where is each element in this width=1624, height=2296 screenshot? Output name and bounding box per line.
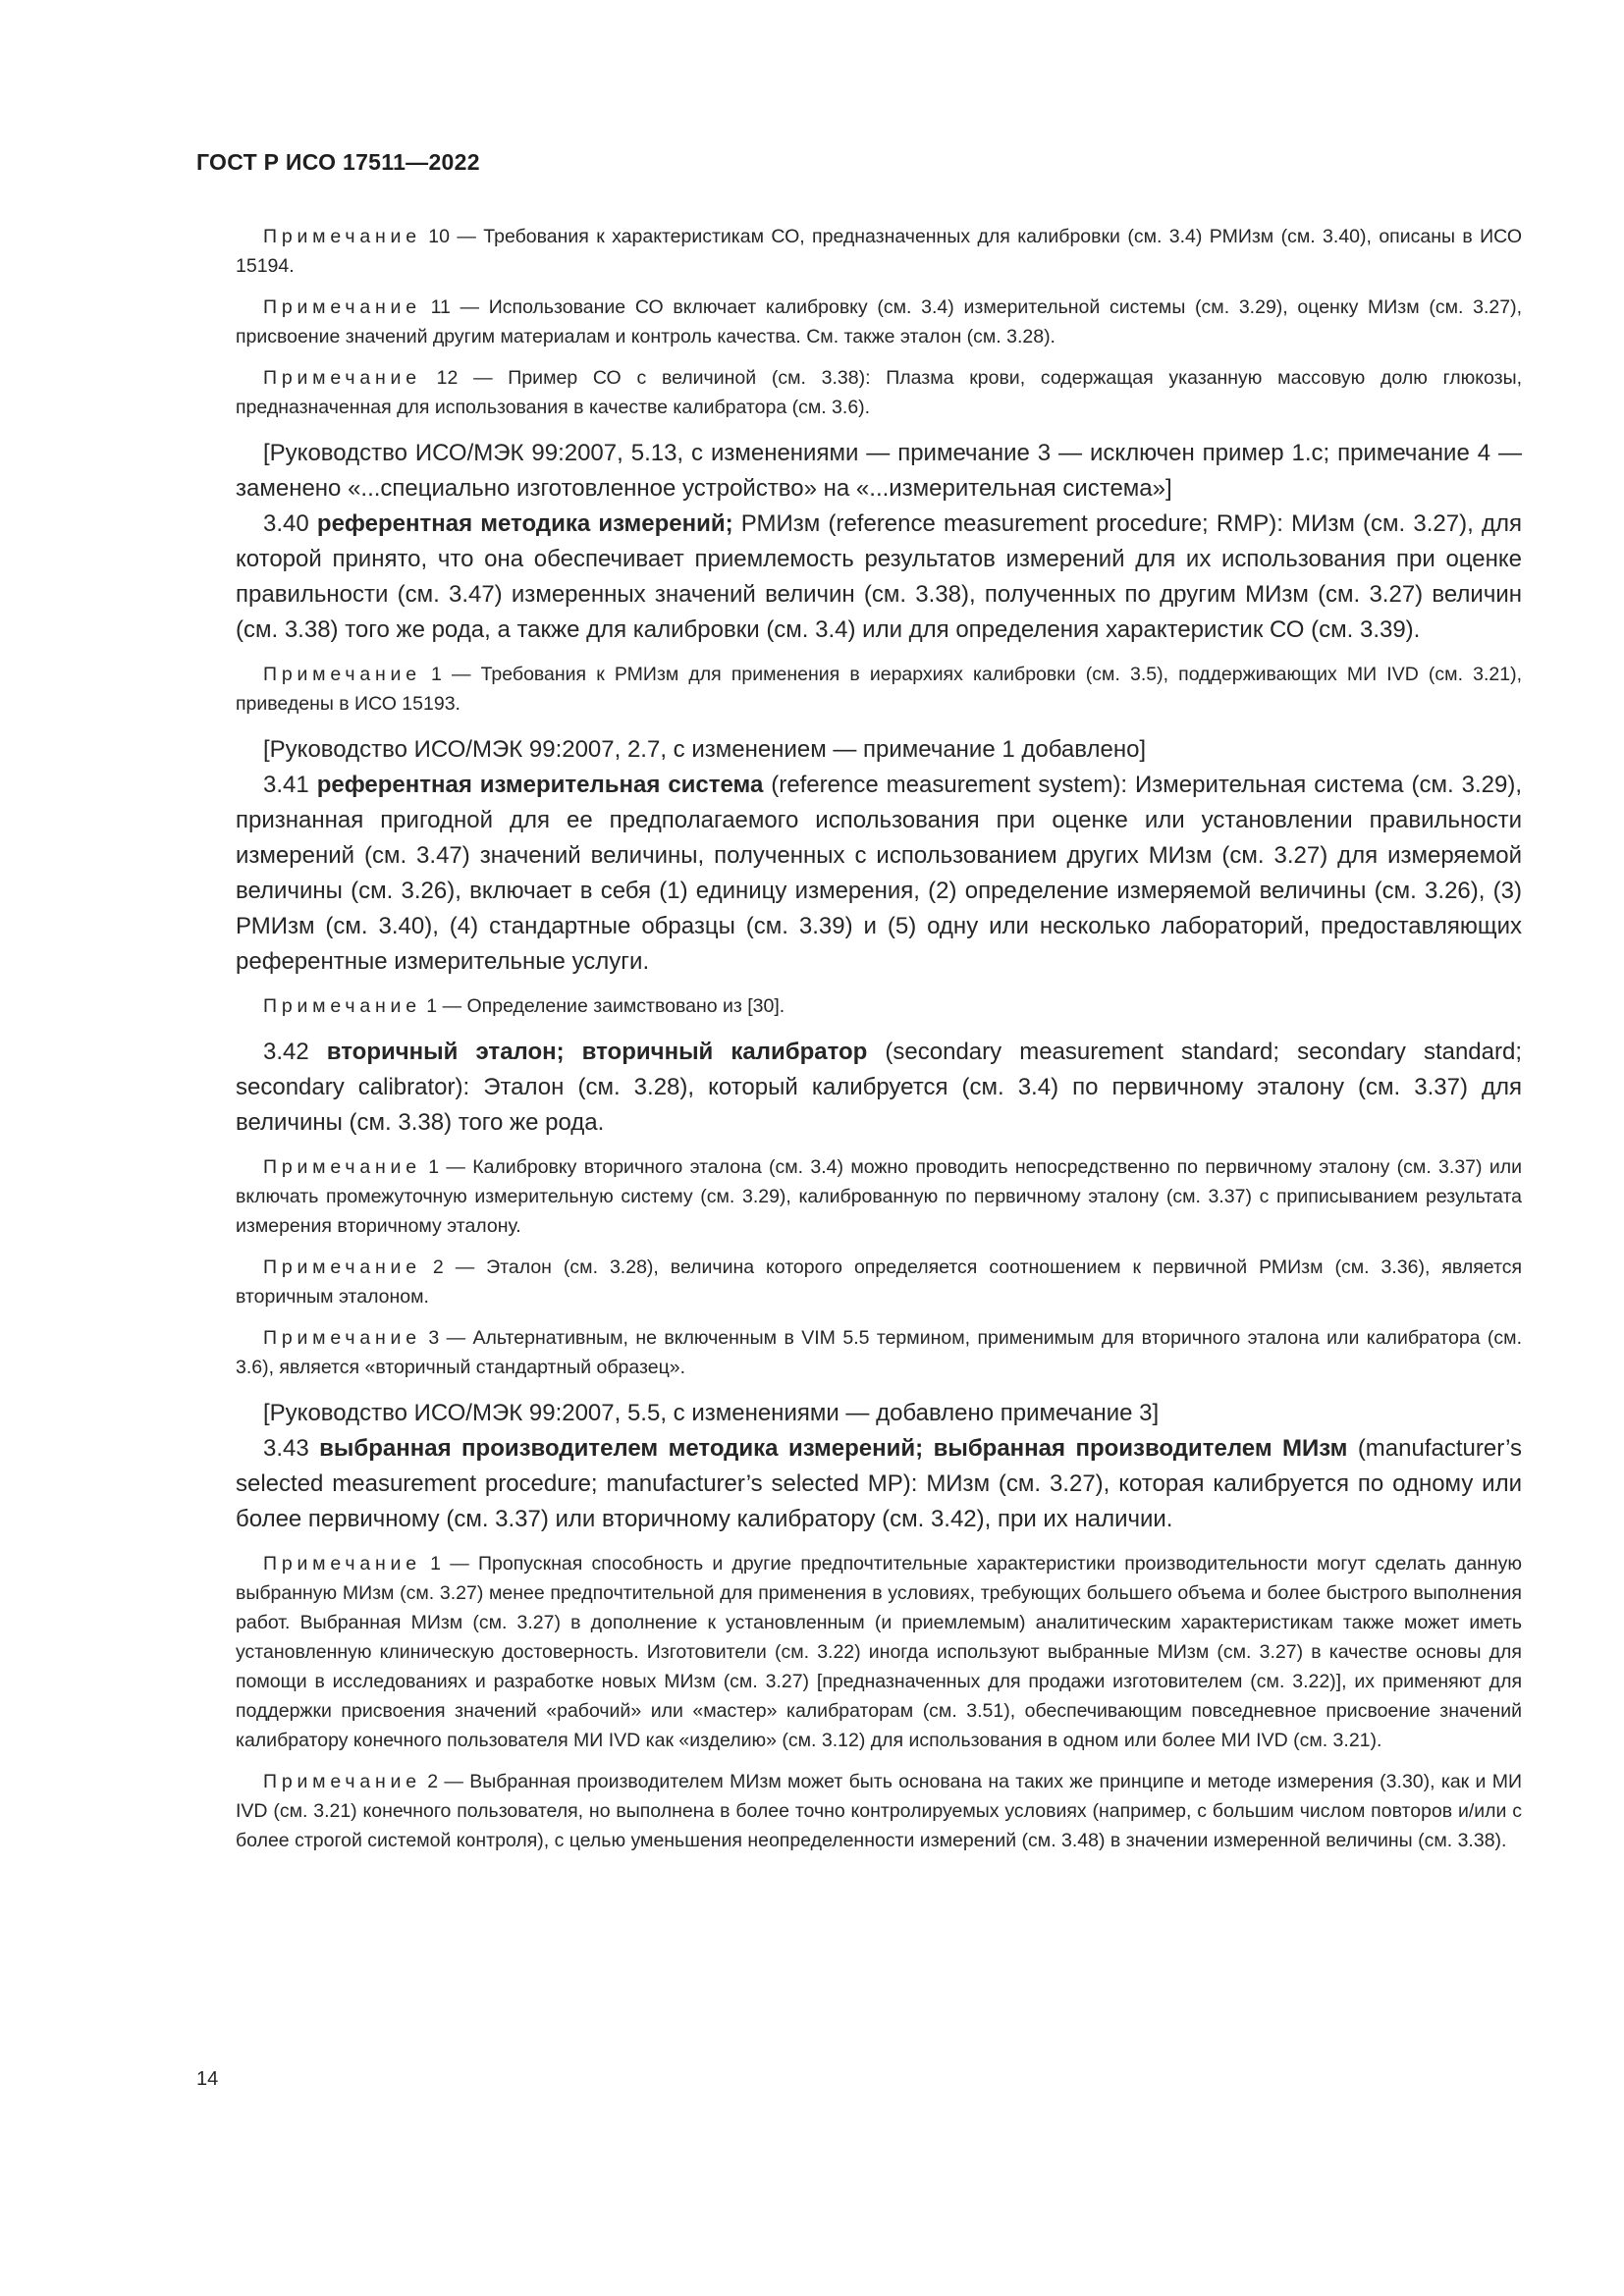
note-number: 10: [428, 226, 450, 247]
term-number: 3.41: [263, 772, 309, 798]
document-body: [236, 222, 1522, 1867]
note-paragraph: [236, 660, 1522, 719]
term-number: 3.42: [263, 1039, 309, 1065]
term-name: референтная измерительная система: [316, 772, 764, 798]
note-paragraph: [236, 1323, 1522, 1382]
source-reference: [Руководство ИСО/МЭК 99:2007, 5.13, с изменениями — примечание 3 — исключен пример 1.c; примечание 4 — заменено «...специально изготовленное устройство» на «...измерительная система»]: [236, 440, 1522, 502]
note-text: — Требования к характеристикам СО, предназначенных для калибровки (см. 3.4) РМИзм (см. 3.40), описаны в ИСО 15194.: [236, 226, 1522, 277]
note-text: — Альтернативным, не включенным в VIM 5.5 термином, применимым для вторичного эталона или калибратора (см. 3.6), является «вторичный стандартный образец».: [236, 1327, 1523, 1378]
note-text: — Пропускная способность и другие предпочтительные характеристики производительности могут сделать данную выбранную МИзм (см. 3.27) менее предпочтительной для применения в условиях, требующих большего объема и более быстрого выполнения работ. Выбранная МИзм (см. 3.27) в дополнение к установленным (и приемлемым) аналитическим характеристикам также может иметь установленную клиническую достоверность. Изготовители (см. 3.22) иногда используют выбранные МИзм (см. 3.27) в качестве основы для помощи в исследованиях и разработке новых МИзм (см. 3.27) [предназначенных для продажи изготовителем (см. 3.22)], их применяют для поддержки присвоения значений «рабочий» или «мастер» калибраторам (см. 3.51), обеспечивающим повседневное присвоение значений калибратору конечного пользователя МИ IVD как «изделию» (см. 3.12) для использования в одном или более МИ IVD (см. 3.21).: [236, 1553, 1522, 1751]
note-paragraph: [236, 293, 1522, 351]
term-name: референтная методика измерений;: [316, 510, 733, 537]
document-header: ГОСТ Р ИСО 17511—2022: [196, 149, 480, 175]
note-paragraph: [236, 991, 1522, 1021]
note-number: 12: [436, 367, 459, 389]
note-text: — Требования к РМИзм для применения в иерархиях калибровки (см. 3.5), поддерживающих МИ IVD (см. 3.21), приведены в ИСО 15193.: [236, 664, 1522, 715]
note-text: — Использование СО включает калибровку (см. 3.4) измерительной системы (см. 3.29), оценку МИзм (см. 3.27), присвоение значений другим материалам и контроль качества. См. также эталон (см. 3.28).: [236, 296, 1522, 347]
note-paragraph: [236, 1253, 1522, 1311]
note-label: Примечание: [263, 1553, 421, 1575]
note-label: Примечание: [263, 367, 421, 389]
term-text: (manufacturer’s selected measurement procedure; manufacturer’s selected MP): МИзм (см. 3.27), которая калибруется по одному или более первичному (см. 3.37) или вторичному калибратору (см. 3.42), при их наличии.: [236, 1435, 1522, 1532]
term-definition: [236, 507, 1522, 648]
note-text: — Калибровку вторичного эталона (см. 3.4) можно проводить непосредственно по первичному эталону (см. 3.37) или включать промежуточную измерительную систему (см. 3.29), калиброванную по первичному эталону (см. 3.37) с приписыванием результата измерения вторичному эталону.: [236, 1156, 1522, 1237]
note-paragraph: [236, 1549, 1522, 1755]
term-definition: [236, 1035, 1522, 1141]
note-label: Примечание: [263, 1156, 421, 1178]
note-label: Примечание: [263, 995, 421, 1017]
term-name: выбранная производителем методика измерений; выбранная производителем МИзм: [319, 1435, 1348, 1462]
term-text: (reference measurement system): Измерительная система (см. 3.29), признанная пригодной для ее предполагаемого использования при оценке или установлении правильности измерений (см. 3.47) значений величины, полученных с использованием других МИзм (см. 3.27) для измеряемой величины (см. 3.26), включает в себя (1) единицу измерения, (2) определение измеряемой величины (см. 3.26), (3) РМИзм (см. 3.40), (4) стандартные образцы (см. 3.39) и (5) одну или несколько лабораторий, предоставляющих референтные измерительные услуги.: [236, 772, 1522, 975]
source-reference: [Руководство ИСО/МЭК 99:2007, 5.5, с изменениями — добавлено примечание 3]: [263, 1400, 1160, 1426]
term-number: 3.43: [263, 1435, 309, 1462]
note-label: Примечание: [263, 1327, 421, 1349]
note-label: Примечание: [263, 226, 421, 247]
note-label: Примечание: [263, 664, 421, 685]
note-number: 11: [430, 296, 451, 318]
note-number: 3: [428, 1327, 440, 1349]
note-number: 2: [427, 1771, 439, 1792]
note-label: Примечание: [263, 1771, 421, 1792]
note-paragraph: [236, 1767, 1522, 1855]
note-text: — Выбранная производителем МИзм может быть основана на таких же принципе и методе измерения (3.30), как и МИ IVD (см. 3.21) конечного пользователя, но выполнена в более точно контролируемых условиях (например, с большим числом повторов и/или с более строгой системой контроля), с целью уменьшения неопределенности измерений (см. 3.48) в значении измеренной величины (см. 3.38).: [236, 1771, 1522, 1851]
note-paragraph: [236, 1152, 1522, 1241]
note-number: 1: [431, 664, 442, 685]
term-text: РМИзм (reference measurement procedure; RMP): МИзм (см. 3.27), для которой принято, что она обеспечивает приемлемость результатов измерений для их использования при оценке правильности (см. 3.47) измеренных значений величин (см. 3.38), полученных по другим МИзм (см. 3.27) величин (см. 3.38) того же рода, а также для калибровки (см. 3.4) или для определения характеристик СО (см. 3.39).: [236, 510, 1522, 643]
page-number: 14: [196, 2068, 219, 2090]
note-paragraph: [236, 363, 1522, 422]
note-paragraph: [236, 222, 1522, 281]
note-text: — Пример СО с величиной (см. 3.38): Плазма крови, содержащая указанную массовую долю глюкозы, предназначенная для использования в качестве калибратора (см. 3.6).: [236, 367, 1523, 418]
note-number: 1: [426, 995, 438, 1017]
note-number: 2: [432, 1256, 444, 1278]
source-reference: [Руководство ИСО/МЭК 99:2007, 2.7, с изменением — примечание 1 добавлено]: [263, 736, 1147, 763]
note-number: 1: [430, 1553, 441, 1575]
term-definition: [236, 1431, 1522, 1537]
note-number: 1: [428, 1156, 440, 1178]
note-label: Примечание: [263, 1256, 421, 1278]
term-name: вторичный эталон; вторичный калибратор: [326, 1039, 868, 1065]
term-definition: [236, 768, 1522, 980]
note-text: — Эталон (см. 3.28), величина которого определяется соотношением к первичной РМИзм (см. 3.36), является вторичным эталоном.: [236, 1256, 1522, 1308]
note-text: — Определение заимствовано из [30].: [437, 995, 785, 1017]
term-text: (secondary measurement standard; secondary standard; secondary calibrator): Эталон (см. 3.28), который калибруется (см. 3.4) по первичному эталону (см. 3.37) для величины (см. 3.38) того же рода.: [236, 1039, 1523, 1136]
note-label: Примечание: [263, 296, 421, 318]
term-number: 3.40: [263, 510, 309, 537]
